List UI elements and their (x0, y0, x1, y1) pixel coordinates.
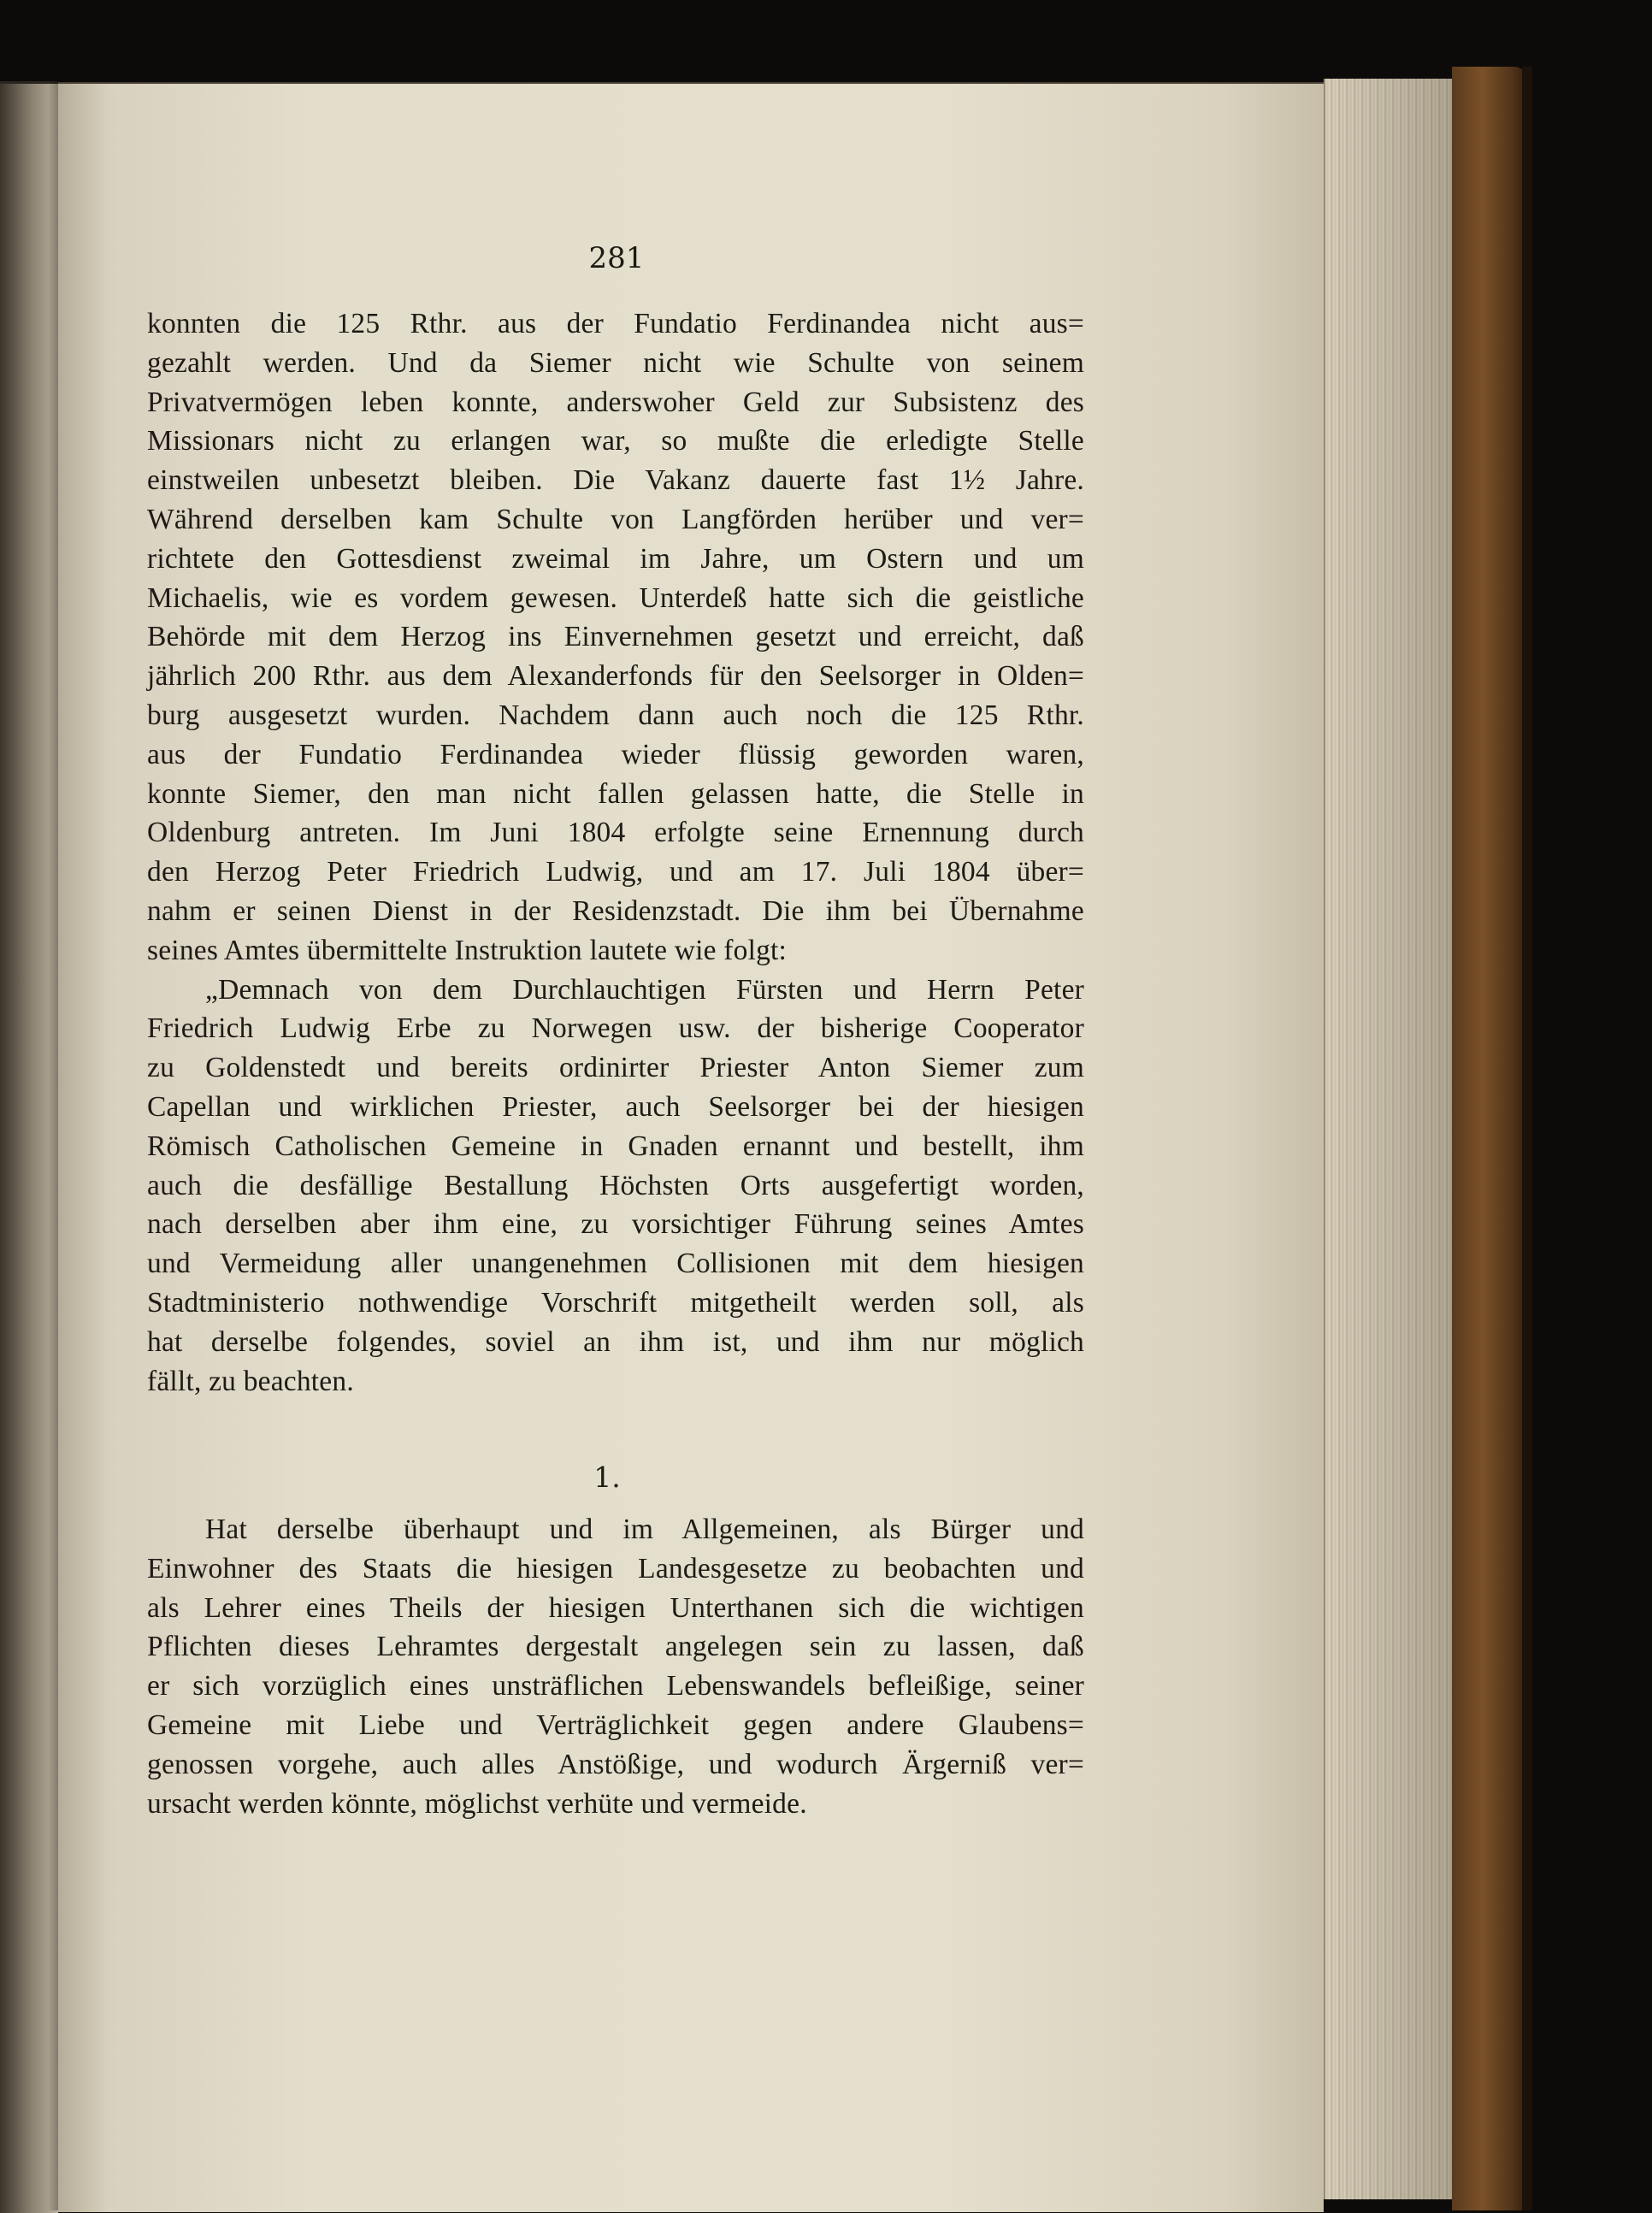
page-block-shade (1324, 79, 1452, 2199)
text-line: Oldenburg antreten. Im Juni 1804 erfolgte seine Ernennung durch (147, 817, 1084, 849)
text-line: Gemeine mit Liebe und Verträglichkeit gegen andere Glaubens= (147, 1708, 1084, 1741)
text-line: den Herzog Peter Friedrich Ludwig, und am 17. Juli 1804 über= (147, 856, 1084, 888)
text-line: gezahlt werden. Und da Siemer nicht wie Schulte von seinem (147, 346, 1084, 379)
text-line: ursacht werden könnte, möglichst verhüte und vermeide. (147, 1787, 807, 1820)
text-line: Friedrich Ludwig Erbe zu Norwegen usw. der bisherige Cooperator (147, 1012, 1084, 1045)
text-line: Missionars nicht zu erlangen war, so mußte die erledigte Stelle (147, 425, 1084, 457)
text-line: Michaelis, wie es vordem gewesen. Unterdeß hatte sich die geistliche (147, 581, 1084, 614)
text-line: jährlich 200 Rthr. aus dem Alexanderfonds für den Seelsorger in Olden= (147, 660, 1084, 693)
section-heading: 1. (593, 1461, 621, 1494)
text-line: Capellan und wirklichen Priester, auch Seelsorger bei der hiesigen (147, 1090, 1084, 1123)
text-line: nach derselben aber ihm eine, zu vorsichtiger Führung seines Amtes (147, 1208, 1084, 1241)
text-line: seines Amtes übermittelte Instruktion lautete wie folgt: (147, 934, 788, 966)
text-line: Einwohner des Staats die hiesigen Landesgesetze zu beobachten und (147, 1552, 1084, 1585)
section-body-text (147, 1510, 1084, 1823)
text-line: Während derselben kam Schulte von Langförden herüber und ver= (147, 503, 1084, 535)
text-line: aus der Fundatio Ferdinandea wieder flüssig geworden waren, (147, 738, 1084, 770)
text-line: nahm er seinen Dienst in der Residenzstadt. Die ihm bei Übernahme (147, 894, 1084, 927)
book-cover-edge (1452, 67, 1529, 2210)
text-line: burg ausgesetzt wurden. Nachdem dann auch noch die 125 Rthr. (147, 699, 1084, 731)
text-line: zu Goldenstedt und bereits ordinirter Priester Anton Siemer zum (147, 1052, 1084, 1084)
text-line: fällt, zu beachten. (147, 1365, 354, 1397)
text-line: genossen vorgehe, auch alles Anstößige, und wodurch Ärgerniß ver= (147, 1748, 1084, 1780)
text-line: „Demnach von dem Durchlauchtigen Fürsten und Herrn Peter (205, 973, 1084, 1006)
page-number: 281 (588, 241, 645, 275)
text-line: Römisch Catholischen Gemeine in Gnaden ernannt und bestellt, ihm (147, 1130, 1084, 1162)
text-line: konnte Siemer, den man nicht fallen gelassen hatte, die Stelle in (147, 777, 1084, 810)
text-line: Privatvermögen leben konnte, anderswoher Geld zur Subsistenz des (147, 386, 1084, 418)
cover-shadow (1522, 67, 1532, 2210)
text-line: Behörde mit dem Herzog ins Einvernehmen gesetzt und erreicht, daß (147, 621, 1084, 653)
body-text (147, 304, 1084, 1401)
text-line: als Lehrer eines Theils der hiesigen Unterthanen sich die wichtigen (147, 1591, 1084, 1624)
text-line: Hat derselbe überhaupt und im Allgemeinen, als Bürger und (205, 1514, 1084, 1545)
text-line: richtete den Gottesdienst zweimal im Jahre, um Ostern und um (147, 542, 1084, 575)
text-line: hat derselbe folgendes, soviel an ihm ist, und ihm nur möglich (147, 1325, 1084, 1358)
text-line: einstweilen unbesetzt bleiben. Die Vakanz dauerte fast 1½ Jahre. (147, 464, 1084, 497)
text-line: er sich vorzüglich eines unsträflichen Lebenswandels befleißige, seiner (147, 1670, 1084, 1703)
text-line: Stadtministerio nothwendige Vorschrift mitgetheilt werden soll, als (147, 1286, 1084, 1319)
text-line: auch die desfällige Bestallung Höchsten Orts ausgefertigt worden, (147, 1169, 1084, 1201)
text-line: konnten die 125 Rthr. aus der Fundatio Ferdinandea nicht aus= (147, 308, 1084, 339)
text-line: und Vermeidung aller unangenehmen Collisionen mit dem hiesigen (147, 1248, 1084, 1280)
text-line: Pflichten dieses Lehramtes dergestalt angelegen sein zu lassen, daß (147, 1631, 1084, 1663)
